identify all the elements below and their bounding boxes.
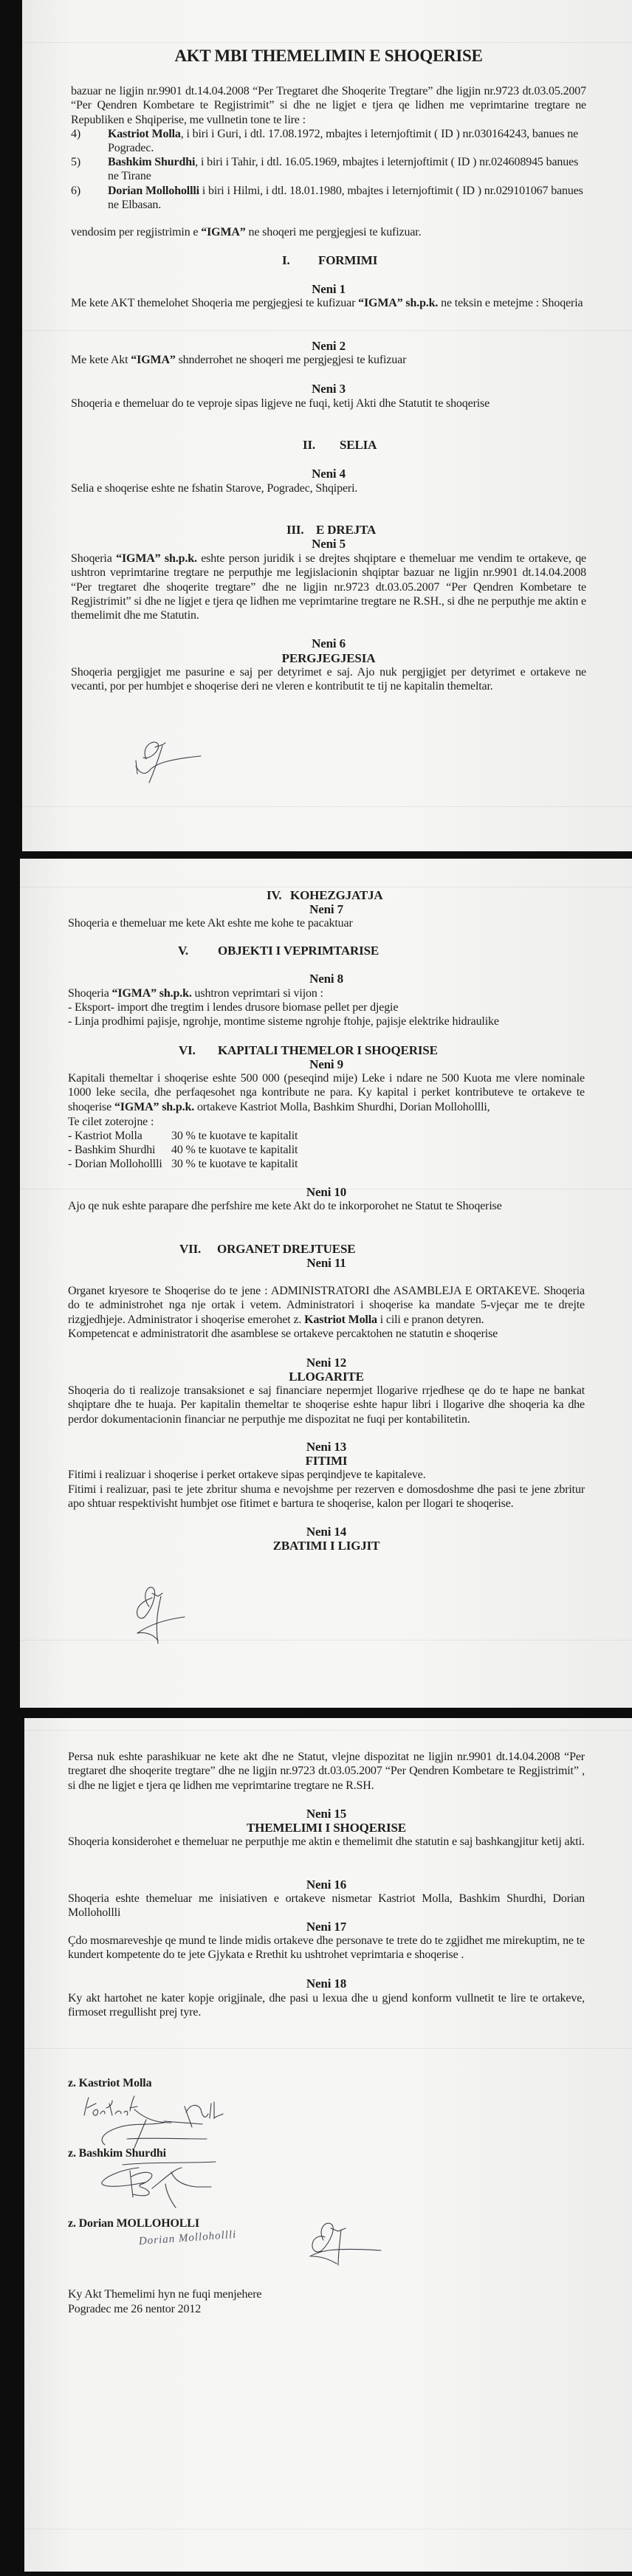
bold-text: Kastriot Molla: [304, 1313, 377, 1326]
text-segment: Shoqeria do ti realizoje transaksionet e saj financiare nepermjet llogarive rrjedhese qe do te hape ne bankat shqiptare dhe te huaja. Per kapitalin themeltar te shoqerise eshte hapur libri i llogarive dhe shoqeria ka dhe perdor dokumentacionin financiar ne perputhje me dispozitat ne fuqi per kontabilitetin.: [68, 1384, 585, 1426]
section-number: II.: [303, 438, 316, 452]
article-number: Neni 13: [306, 1440, 347, 1454]
paragraph: [68, 1014, 585, 1028]
section-heading: [0, 1242, 632, 1257]
section-number: V.: [178, 944, 189, 958]
text-segment: Te cilet zoterojne :: [68, 1116, 154, 1128]
paragraph: [68, 1384, 585, 1426]
article-number: Neni 10: [306, 1185, 347, 1199]
paragraph: [68, 916, 585, 930]
text-segment: Shoqeria e themeluar me kete Akt eshte me kohe te pacaktuar: [68, 917, 353, 930]
article-number: Neni 8: [309, 972, 343, 986]
text-segment: ortakeve Kastriot Molla, Bashkim Shurdhi, Dorian Mollohollli,: [194, 1100, 490, 1113]
text-segment: Me kete Akt: [71, 354, 131, 366]
item-text: [108, 184, 586, 213]
article-number: Neni 2: [312, 339, 346, 353]
shareholder-row: [68, 1143, 298, 1157]
text-segment: Fitimi i realizuar i shoqerise i perket ortakeve sipas perqindjeve te kapitaleve.: [68, 1469, 426, 1481]
paragraph: [68, 1835, 585, 1849]
text-segment: ne teksin e metejme : Shoqeria: [438, 297, 583, 309]
text-segment: Me kete AKT themelohet Shoqeria me pergjegjesi te kufizuar: [71, 297, 359, 309]
item-text: [108, 127, 586, 156]
section-title: E DREJTA: [316, 523, 377, 537]
section-title: SELIA: [340, 438, 377, 452]
paragraph: [68, 986, 585, 1000]
founder-name: Dorian Mollohollli: [108, 185, 199, 197]
section-number: VII.: [179, 1242, 202, 1256]
text-segment: ushtron veprimtari si vijon :: [191, 987, 323, 1000]
signatory-name: z. Kastriot Molla: [68, 2077, 152, 2089]
handwritten-name: Dorian Mollohollli: [138, 2228, 237, 2247]
section-number: IV.: [267, 888, 282, 902]
initials-signature-page-1: [133, 738, 203, 784]
section-heading: [0, 944, 632, 958]
shareholder-row: [68, 1157, 298, 1171]
paragraph: [71, 665, 586, 694]
founder-name: Bashkim Shurdhi: [108, 156, 196, 168]
text-segment: Shoqeria konsiderohet e themeluar ne perputhje me aktin e themelimit dhe statutin e saj bashkangjitur ketij akti.: [68, 1835, 585, 1848]
shareholder-share: 40 % te kuotave te kapitalit: [171, 1144, 298, 1156]
section-title: KAPITALI THEMELOR I SHOQERISE: [218, 1043, 438, 1057]
text-segment: ne shoqeri me pergjegjesi te kufizuar.: [245, 226, 422, 238]
section-heading: [0, 888, 632, 903]
bold-text: “IGMA”: [131, 354, 176, 366]
text-segment: Persa nuk eshte parashikuar ne kete akt dhe ne Statut, vlejne dispozitat ne ligjin nr.9901 dt.14.04.2008 “Per tregtaret dhe shoqerite tregtare” dhe ne ligjin nr.9723 dt.03.05.2007 “Per Qendren Kombetare te Regjistrimit” , si dhe ne ligjet e tjera qe lidhen me veprimtarine tregtare ne R.SH.: [68, 1751, 585, 1792]
article-title: FITIMI: [305, 1454, 348, 1468]
paragraph: [71, 396, 586, 411]
bold-text: “IGMA” sh.p.k.: [358, 297, 439, 309]
article-number: Neni 6: [312, 636, 346, 650]
section-heading: [0, 438, 632, 453]
article-number: Neni 11: [306, 1256, 346, 1270]
paragraph: [68, 1000, 585, 1014]
article-title: THEMELIMI I SHOQERISE: [246, 1821, 407, 1835]
paragraph: [68, 1892, 585, 1920]
signatory-name: z. Bashkim Shurdhi: [68, 2147, 166, 2160]
paragraph: [68, 1483, 585, 1511]
item-number: 6): [71, 185, 81, 197]
text-segment: Kompetencat e administratorit dhe asamblese se ortakeve percaktohen ne statutin e shoqerise: [68, 1328, 498, 1340]
paragraph: [71, 552, 586, 622]
bold-text: “IGMA”: [201, 226, 246, 238]
paragraph: [71, 84, 586, 127]
paragraph: [68, 2302, 585, 2316]
bold-text: “IGMA” sh.p.k.: [111, 987, 192, 1000]
bold-text: “IGMA” sh.p.k.: [114, 1100, 195, 1113]
text-segment: Shoqeria: [68, 987, 112, 1000]
text-segment: Selia e shoqerise eshte ne fshatin Starove, Pogradec, Shqiperi.: [71, 482, 358, 495]
article-number: Neni 1: [312, 282, 346, 296]
text-segment: Shoqeria e themeluar do te veproje sipas ligjeve ne fuqi, ketij Akti dhe Statutit te shoqerise: [71, 397, 490, 410]
paragraph: [71, 296, 586, 310]
paragraph: [71, 225, 586, 239]
item-number: 4): [71, 128, 81, 140]
paragraph: [68, 1991, 585, 2020]
article-number: Neni 17: [306, 1920, 347, 1934]
text-segment: Ky Akt Themelimi hyn ne fuqi menjehere: [68, 2288, 262, 2301]
text-segment: Organet kryesore te Shoqerise do te jene : ADMINISTRATORI dhe ASAMBLEJA E ORTAKEVE. Shoqeria do te administrohet nga nje ortak i vetem. Administratori i shoqerise ka mandate 5-vjeçar me te drejte rizgjedhjeje. Administrator i shoqerise emerohet z.: [68, 1285, 585, 1326]
paragraph: [68, 1750, 585, 1793]
dorian-mollohollli-signature: [309, 2221, 382, 2267]
article-number: Neni 12: [306, 1356, 347, 1370]
paragraph: [68, 1071, 585, 1114]
text-segment: Shoqeria: [71, 552, 117, 565]
paragraph: [68, 2287, 585, 2301]
document-title: AKT MBI THEMELIMIN E SHOQERISE: [174, 47, 483, 65]
section-number: VI.: [179, 1043, 196, 1057]
paragraph: [68, 1199, 585, 1213]
paragraph: [68, 1284, 585, 1327]
kastriot-molla-signature: [83, 2093, 241, 2151]
section-title: FORMIMI: [318, 253, 378, 267]
initials-signature-page-2: [133, 1584, 188, 1646]
article-number: Neni 18: [306, 1976, 347, 1991]
paragraph: [68, 1327, 585, 1341]
bold-text: “IGMA” sh.p.k.: [116, 552, 197, 565]
shareholder-share: 30 % te kuotave te kapitalit: [171, 1130, 298, 1142]
text-segment: eshte person juridik i se drejtes shqiptare e themeluar me vendim te ortakeve, qe ushtron veprimtarine tregtare ne perputhje me legjislacionin shqiptar bazuar ne ligjin nr.9901 dt.14.04.2008 “Per tregtaret dhe shoqerite tregtare” dhe ne ligjin nr.9723 dt.03.05.2007 “Per Qendren Kombetare te Regjistrimit” si dhe ne ligjet e tjera qe lidhen me veprimtarine tregtare ne R.SH., si dhe ne perputhje me aktin e themelimit dhe me Statutin.: [71, 552, 586, 622]
text-segment: vendosim per regjistrimin e: [71, 226, 202, 238]
text-segment: Ajo qe nuk eshte parapare dhe perfshire me kete Akt do te inkorporohet ne Statut te Shoqerise: [68, 1200, 502, 1212]
article-number: Neni 5: [312, 537, 346, 551]
text-segment: i biri i Hilmi, i dtl. 18.01.1980, mbajtes i leternjoftimit ( ID ) nr.029101067 banues ne Elbasan.: [108, 185, 583, 212]
item-number: 5): [71, 156, 81, 168]
section-title: ORGANET DREJTUESE: [217, 1242, 356, 1256]
paragraph: [68, 1934, 585, 1962]
article-number: Neni 16: [306, 1878, 347, 1892]
article-number: Neni 3: [312, 382, 346, 396]
article-title: LLOGARITE: [289, 1370, 364, 1384]
paragraph: [68, 1468, 585, 1482]
paragraph: [68, 1115, 585, 1129]
text-segment: Shoqeria eshte themeluar me inisiativen e ortakeve nismetar Kastriot Molla, Bashkim Shurdhi, Dorian Mollohollli: [68, 1892, 585, 1920]
bashkim-shurdhi-signature: [100, 2162, 219, 2208]
text-segment: - Linja prodhimi pajisje, ngrohje, montime sisteme ngrohje ftohje, pajisje elektrike hidraulike: [68, 1015, 499, 1028]
article-number: Neni 7: [309, 902, 343, 916]
shareholder-name: - Dorian Mollohollli: [68, 1158, 162, 1170]
text-segment: Fitimi i realizuar, pasi te jete zbritur shuma e nevojshme per rezerven e domosdoshme dhe pasi te jene zbritur apo shtuar respektivisht humbjet ose fitimet e bartura te shoqerise, kalon per llogari te shoqerise.: [68, 1483, 585, 1511]
text-segment: shnderrohet ne shoqeri me pergjegjesi te kufizuar: [175, 354, 407, 366]
text-segment: Pogradec me 26 nentor 2012: [68, 2303, 202, 2315]
text-segment: i cili e pranon detyren.: [377, 1313, 484, 1326]
article-number: Neni 9: [309, 1057, 343, 1071]
shareholder-share: 30 % te kuotave te kapitalit: [171, 1158, 298, 1170]
item-text: [108, 155, 586, 184]
article-number: Neni 4: [312, 467, 346, 481]
text-segment: , i biri i Guri, i dtl. 17.08.1972, mbajtes i leternjoftimit ( ID ) nr.030164243, banues ne Pogradec.: [108, 128, 579, 155]
shareholder-row: [68, 1129, 298, 1143]
article-title: ZBATIMI I LIGJIT: [272, 1539, 380, 1553]
section-title: KOHEZGJATJA: [290, 888, 383, 902]
shareholder-name: - Kastriot Molla: [68, 1130, 142, 1142]
text-segment: Ky akt hartohet ne kater kopje origjinale, dhe pasi u lexua dhe u gjend konform vullnetit te lire te ortakeve, firmoset rregullisht prej tyre.: [68, 1992, 585, 2019]
section-heading: [0, 523, 632, 537]
text-segment: , i biri i Tahir, i dtl. 16.05.1969, mbajtes i leternjoftimit ( ID ) nr.024608945 banues ne Tirane: [108, 156, 579, 183]
text-segment: Çdo mosmareveshje qe mund te linde midis ortakeve dhe personave te trete do te zgjidhet me mirekuptim, ne te kundert kompetente do te jete Gjykata e Rrethit ku ushtrohet veprimtaria e shoqerise .: [68, 1934, 585, 1962]
article-number: Neni 15: [306, 1807, 347, 1821]
article-title: PERGJEGJESIA: [281, 651, 376, 665]
section-heading: [0, 253, 632, 268]
text-segment: Kapitali themeltar i shoqerise eshte 500 000 (peseqind mije) Leke i ndare ne 500 Kuota me vlere nominale 1000 leke secila, dhe perfaqesohet nga kontribute ne para. Ky kapital i perket kontributeve te ortakeve te shoqerise: [68, 1072, 585, 1113]
paragraph: [71, 353, 586, 367]
section-title: OBJEKTI I VEPRIMTARISE: [218, 944, 379, 958]
shareholder-name: - Bashkim Shurdhi: [68, 1144, 156, 1156]
signatory-name: z. Dorian MOLLOHOLLI: [68, 2217, 199, 2230]
section-number: I.: [282, 253, 290, 267]
text-segment: Shoqeria pergjigjet me pasurine e saj per detyrimet e saj. Ajo nuk pergjigjet per detyrimet e ortakeve ne vecanti, por per humbjet e shoqerise deri ne vleren e kontributit te tij ne kapitalin themeltar.: [71, 666, 586, 693]
article-number: Neni 14: [306, 1525, 347, 1539]
section-heading: [0, 1043, 632, 1058]
text-segment: bazuar ne ligjin nr.9901 dt.14.04.2008 “Per Tregtaret dhe Shoqerite Tregtare” dhe ligjin nr.9723 dt.03.05.2007 “Per Qendren Kombetare te Regjistrimit” si dhe ne ligjet e tjera qe lidhen me veprimtarine tregtare ne Republiken e Shqiperise, me vullnetin tone te lire :: [71, 85, 586, 126]
text-segment: - Eksport- import dhe tregtim i lendes drusore biomase pellet per djegie: [68, 1001, 399, 1014]
founder-name: Kastriot Molla: [108, 128, 181, 140]
section-number: III.: [286, 523, 304, 537]
paragraph: [71, 481, 586, 495]
